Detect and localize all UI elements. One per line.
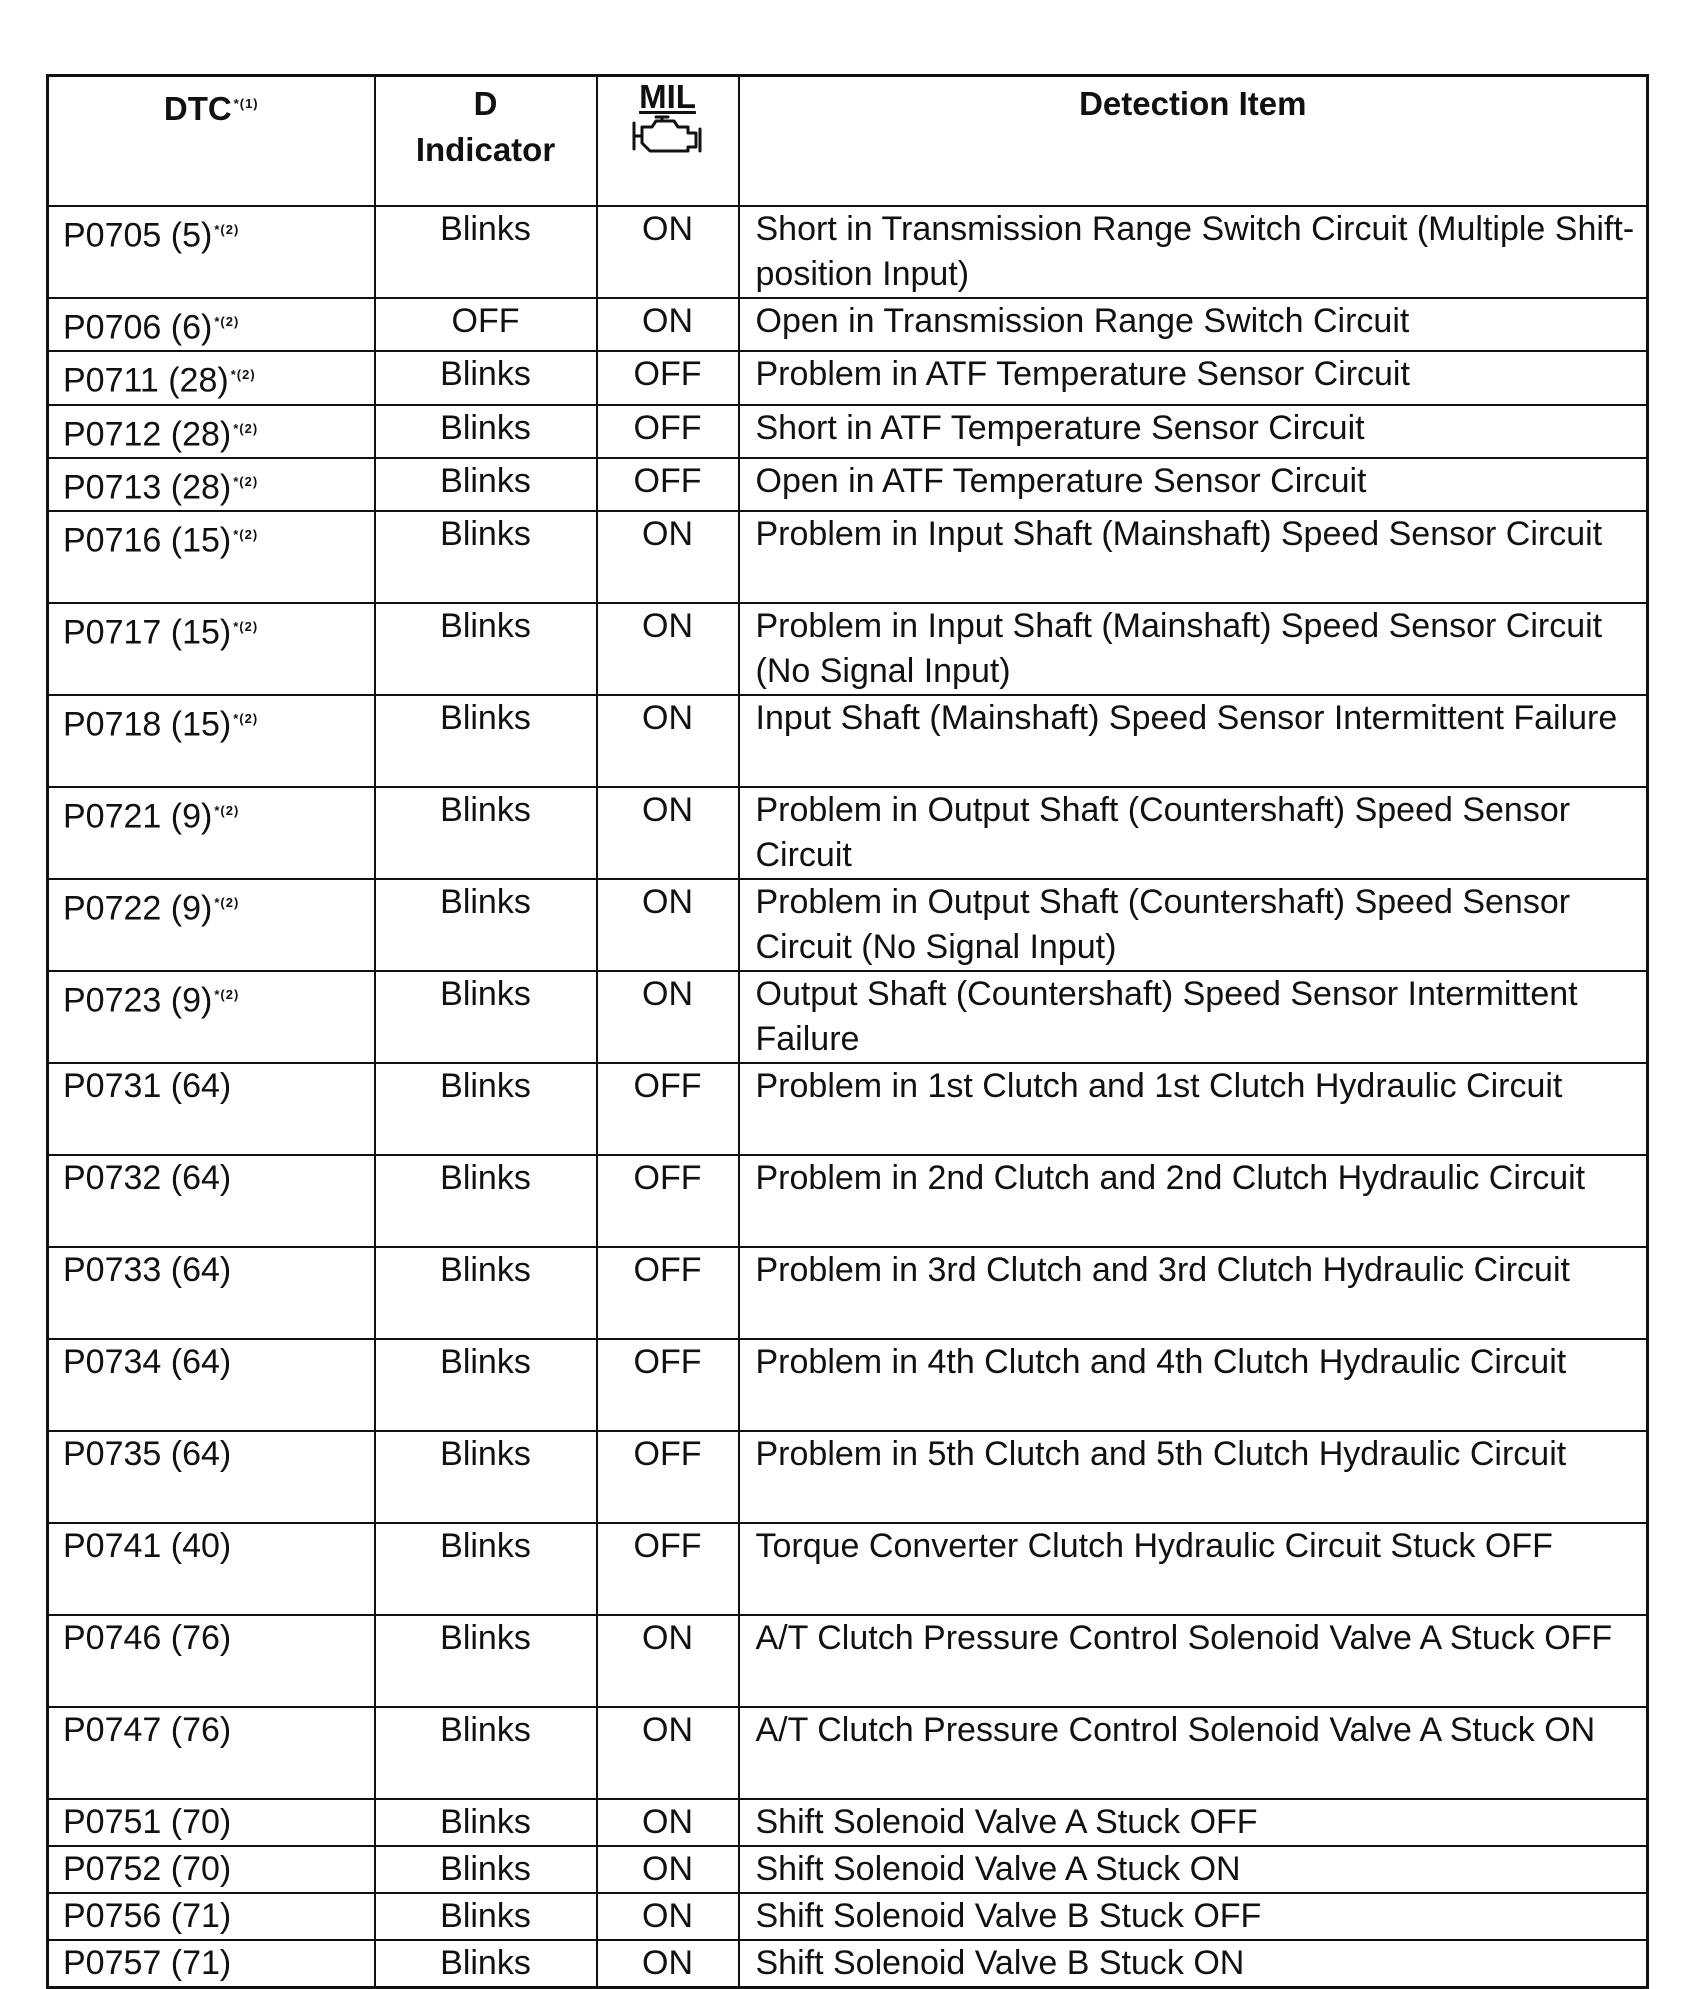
cell-d-indicator: Blinks — [375, 1940, 597, 1988]
table-row — [48, 1155, 1648, 1247]
cell-mil: ON — [597, 879, 739, 971]
dtc-footnote: *(2) — [214, 222, 240, 237]
cell-d-indicator: Blinks — [375, 1339, 597, 1431]
table-row — [48, 1615, 1648, 1707]
cell-d-indicator: Blinks — [375, 1247, 597, 1339]
cell-detection: Input Shaft (Mainshaft) Speed Sensor Intermittent Failure — [739, 695, 1648, 787]
dtc-footnote: *(2) — [214, 314, 240, 329]
cell-dtc: P0733 (64) — [48, 1247, 375, 1339]
table-row — [48, 1893, 1648, 1940]
cell-d-indicator: Blinks — [375, 603, 597, 695]
cell-d-indicator: Blinks — [375, 511, 597, 603]
cell-dtc: P0741 (40) — [48, 1523, 375, 1615]
cell-detection: Problem in Input Shaft (Mainshaft) Speed Sensor Circuit — [739, 511, 1648, 603]
cell-dtc: P0735 (64) — [48, 1431, 375, 1523]
table-row — [48, 206, 1648, 298]
cell-mil: ON — [597, 695, 739, 787]
cell-d-indicator: Blinks — [375, 1615, 597, 1707]
header-d-indicator-line2: Indicator — [415, 131, 556, 168]
cell-mil: OFF — [597, 1339, 739, 1431]
dtc-code: P0711 (28) — [63, 361, 229, 400]
cell-dtc — [48, 879, 375, 971]
cell-detection: Problem in Output Shaft (Countershaft) Speed Sensor Circuit (No Signal Input) — [739, 879, 1648, 971]
header-dtc-label: DTC — [163, 90, 232, 127]
cell-d-indicator: Blinks — [375, 1893, 597, 1940]
cell-dtc: P0747 (76) — [48, 1707, 375, 1799]
table-row — [48, 1940, 1648, 1988]
cell-detection: Output Shaft (Countershaft) Speed Sensor Intermittent Failure — [739, 971, 1648, 1063]
cell-detection: Shift Solenoid Valve B Stuck ON — [739, 1940, 1648, 1988]
cell-d-indicator: OFF — [375, 298, 597, 351]
dtc-code: P0712 (28) — [63, 414, 232, 453]
cell-mil: ON — [597, 1940, 739, 1988]
cell-mil: ON — [597, 1846, 739, 1893]
header-mil-label: MIL — [639, 78, 696, 115]
table-row — [48, 1247, 1648, 1339]
cell-dtc — [48, 787, 375, 879]
cell-detection: Short in Transmission Range Switch Circuit (Multiple Shift-position Input) — [739, 206, 1648, 298]
cell-mil: ON — [597, 971, 739, 1063]
cell-mil: OFF — [597, 405, 739, 458]
cell-dtc — [48, 603, 375, 695]
cell-d-indicator: Blinks — [375, 1063, 597, 1155]
dtc-code: P0716 (15) — [63, 521, 232, 560]
dtc-code: P0721 (9) — [63, 797, 213, 836]
cell-d-indicator: Blinks — [375, 1846, 597, 1893]
table-row — [48, 511, 1648, 603]
table-row — [48, 298, 1648, 351]
cell-mil: OFF — [597, 351, 739, 404]
cell-d-indicator: Blinks — [375, 1707, 597, 1799]
cell-detection: Problem in 3rd Clutch and 3rd Clutch Hydraulic Circuit — [739, 1247, 1648, 1339]
engine-check-icon — [626, 113, 710, 157]
cell-dtc — [48, 298, 375, 351]
table-row — [48, 787, 1648, 879]
cell-mil: ON — [597, 603, 739, 695]
cell-dtc: P0731 (64) — [48, 1063, 375, 1155]
dtc-code: P0717 (15) — [63, 613, 232, 652]
header-mil — [597, 76, 739, 207]
dtc-code: P0718 (15) — [63, 705, 232, 744]
cell-d-indicator: Blinks — [375, 405, 597, 458]
header-detection-item-label: Detection Item — [1079, 85, 1307, 122]
cell-mil: ON — [597, 1799, 739, 1846]
cell-d-indicator: Blinks — [375, 1155, 597, 1247]
cell-detection: Problem in 5th Clutch and 5th Clutch Hydraulic Circuit — [739, 1431, 1648, 1523]
cell-d-indicator: Blinks — [375, 351, 597, 404]
cell-detection: Problem in 4th Clutch and 4th Clutch Hydraulic Circuit — [739, 1339, 1648, 1431]
cell-mil: OFF — [597, 458, 739, 511]
cell-detection: Problem in ATF Temperature Sensor Circuit — [739, 351, 1648, 404]
cell-d-indicator: Blinks — [375, 879, 597, 971]
cell-d-indicator: Blinks — [375, 1799, 597, 1846]
table-row — [48, 1707, 1648, 1799]
dtc-footnote: *(2) — [214, 895, 240, 911]
cell-dtc — [48, 351, 375, 404]
cell-detection: Torque Converter Clutch Hydraulic Circuit Stuck OFF — [739, 1523, 1648, 1615]
cell-d-indicator: Blinks — [375, 787, 597, 879]
cell-detection: Problem in Output Shaft (Countershaft) Speed Sensor Circuit — [739, 787, 1648, 879]
dtc-table-container — [46, 74, 1646, 1989]
cell-dtc — [48, 695, 375, 787]
cell-detection: Open in ATF Temperature Sensor Circuit — [739, 458, 1648, 511]
dtc-footnote: *(2) — [233, 711, 259, 727]
cell-detection: Open in Transmission Range Switch Circuit — [739, 298, 1648, 351]
cell-mil: OFF — [597, 1431, 739, 1523]
dtc-code: P0722 (9) — [63, 889, 213, 928]
table-row — [48, 405, 1648, 458]
cell-mil: ON — [597, 1893, 739, 1940]
cell-mil: OFF — [597, 1247, 739, 1339]
cell-d-indicator: Blinks — [375, 1523, 597, 1615]
dtc-footnote: *(2) — [214, 803, 240, 819]
header-d-indicator — [375, 76, 597, 207]
dtc-footnote: *(2) — [214, 987, 240, 1003]
dtc-footnote: *(2) — [233, 420, 259, 436]
cell-detection: A/T Clutch Pressure Control Solenoid Valve A Stuck ON — [739, 1707, 1648, 1799]
table-row — [48, 1799, 1648, 1846]
cell-d-indicator: Blinks — [375, 971, 597, 1063]
table-row — [48, 1846, 1648, 1893]
table-row — [48, 879, 1648, 971]
cell-detection: A/T Clutch Pressure Control Solenoid Valve A Stuck OFF — [739, 1615, 1648, 1707]
cell-detection: Problem in Input Shaft (Mainshaft) Speed Sensor Circuit (No Signal Input) — [739, 603, 1648, 695]
cell-detection: Short in ATF Temperature Sensor Circuit — [739, 405, 1648, 458]
table-row — [48, 1523, 1648, 1615]
cell-mil: ON — [597, 206, 739, 298]
dtc-footnote: *(2) — [230, 367, 256, 383]
cell-dtc: P0756 (71) — [48, 1893, 375, 1940]
table-row — [48, 1431, 1648, 1523]
table-row — [48, 351, 1648, 404]
table-row — [48, 1063, 1648, 1155]
header-row — [48, 76, 1648, 207]
cell-mil: ON — [597, 1615, 739, 1707]
cell-dtc: P0757 (71) — [48, 1940, 375, 1988]
dtc-footnote: *(2) — [233, 527, 259, 543]
table-row — [48, 695, 1648, 787]
cell-dtc — [48, 405, 375, 458]
table-body — [48, 206, 1648, 1988]
dtc-footnote: *(2) — [233, 619, 259, 635]
header-dtc-footnote: *(1) — [233, 96, 259, 111]
cell-dtc — [48, 458, 375, 511]
cell-dtc — [48, 511, 375, 603]
dtc-code: P0705 (5) — [63, 216, 213, 255]
dtc-code: P0706 (6) — [63, 308, 213, 347]
cell-detection: Problem in 1st Clutch and 1st Clutch Hydraulic Circuit — [739, 1063, 1648, 1155]
cell-dtc: P0746 (76) — [48, 1615, 375, 1707]
cell-detection: Shift Solenoid Valve A Stuck OFF — [739, 1799, 1648, 1846]
cell-mil: OFF — [597, 1523, 739, 1615]
cell-dtc: P0751 (70) — [48, 1799, 375, 1846]
table-row — [48, 1339, 1648, 1431]
dtc-table — [46, 74, 1649, 1989]
cell-dtc: P0734 (64) — [48, 1339, 375, 1431]
cell-mil: ON — [597, 298, 739, 351]
table-header — [48, 76, 1648, 207]
cell-d-indicator: Blinks — [375, 1431, 597, 1523]
cell-dtc: P0752 (70) — [48, 1846, 375, 1893]
header-detection-item — [739, 76, 1648, 207]
dtc-footnote: *(2) — [233, 473, 259, 489]
cell-mil: ON — [597, 1707, 739, 1799]
cell-d-indicator: Blinks — [375, 458, 597, 511]
table-row — [48, 458, 1648, 511]
cell-dtc — [48, 971, 375, 1063]
cell-detection: Shift Solenoid Valve A Stuck ON — [739, 1846, 1648, 1893]
header-dtc — [48, 76, 375, 207]
cell-dtc: P0732 (64) — [48, 1155, 375, 1247]
cell-mil: OFF — [597, 1063, 739, 1155]
table-row — [48, 603, 1648, 695]
header-d-indicator-line1: D — [473, 85, 498, 122]
cell-mil: ON — [597, 787, 739, 879]
dtc-code: P0723 (9) — [63, 981, 213, 1020]
cell-d-indicator: Blinks — [375, 695, 597, 787]
table-row — [48, 971, 1648, 1063]
cell-mil: OFF — [597, 1155, 739, 1247]
cell-detection: Problem in 2nd Clutch and 2nd Clutch Hydraulic Circuit — [739, 1155, 1648, 1247]
cell-d-indicator: Blinks — [375, 206, 597, 298]
dtc-code: P0713 (28) — [63, 468, 232, 507]
cell-dtc — [48, 206, 375, 298]
cell-mil: ON — [597, 511, 739, 603]
cell-detection: Shift Solenoid Valve B Stuck OFF — [739, 1893, 1648, 1940]
